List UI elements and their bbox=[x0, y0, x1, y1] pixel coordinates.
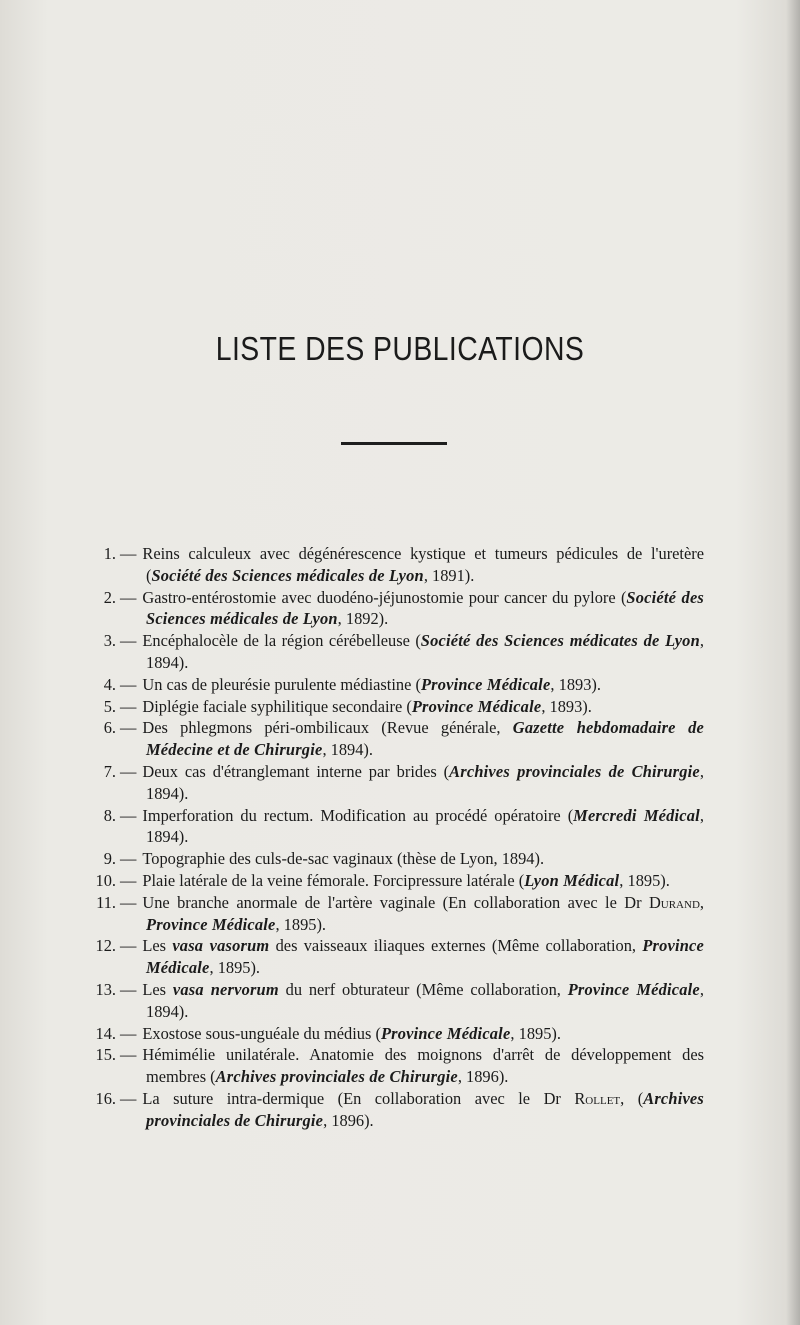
entry-text-part: des vaisseaux iliaques externes (Même collaboration, bbox=[269, 936, 643, 956]
entry-text-part: Imperforation du rectum. Modification au procédé opératoire ( bbox=[142, 805, 574, 825]
page-title: LISTE DES PUBLICATIONS bbox=[215, 330, 585, 367]
entry-journal-title: Société des Sciences médicales de Lyon bbox=[146, 587, 704, 629]
entry-number: 15. bbox=[95, 1045, 116, 1065]
entry-journal-title: Gazette hebdomadaire de Médecine et de Chirurgie bbox=[146, 718, 704, 760]
entry-journal-title: Mercredi Médical bbox=[573, 805, 700, 825]
entry-text bbox=[120, 717, 704, 761]
entry-text bbox=[120, 979, 704, 1023]
entry-text-part: Des phlegmons péri-ombilicaux (Revue générale, bbox=[142, 718, 513, 738]
publication-entry bbox=[84, 717, 704, 761]
entry-text bbox=[120, 892, 704, 936]
publication-entry bbox=[84, 805, 704, 849]
entry-text-part: , 1895). bbox=[209, 958, 261, 978]
entry-text-part: Hémimélie unilatérale. Anatomie des moignons d'arrêt de développement des membres ( bbox=[142, 1045, 704, 1087]
entry-dash: — bbox=[120, 696, 137, 716]
entry-text bbox=[120, 935, 704, 979]
entry-text bbox=[120, 805, 704, 849]
entry-journal-title: Archives provinciales de Chirurgie bbox=[449, 761, 700, 781]
entry-dash: — bbox=[120, 892, 137, 912]
entry-text-part: , 1893). bbox=[541, 696, 592, 716]
entry-journal-title: Province Médicale bbox=[420, 674, 551, 694]
entry-number: 6. bbox=[103, 718, 116, 738]
entry-dash: — bbox=[120, 805, 137, 825]
entry-text-part: La suture intra-dermique (En collaboration avec le Dr bbox=[142, 1088, 575, 1108]
entry-text-part: Plaie latérale de la veine fémorale. Forcipressure latérale ( bbox=[142, 870, 525, 890]
publication-entry bbox=[84, 1044, 704, 1088]
publication-entry bbox=[84, 979, 704, 1023]
entry-text-part: Une branche anormale de l'artère vaginale (En collaboration avec le Dr bbox=[142, 892, 649, 912]
entry-text-part: , 1895). bbox=[619, 870, 670, 890]
entry-journal-title: Archives provinciales de Chirurgie bbox=[215, 1067, 458, 1087]
publication-entry bbox=[84, 696, 704, 718]
publication-entry bbox=[84, 870, 704, 892]
entry-number: 3. bbox=[103, 631, 116, 651]
publication-entry bbox=[84, 892, 704, 936]
entry-text-part: Rollet bbox=[574, 1088, 621, 1108]
publication-entry bbox=[84, 761, 704, 805]
entry-text-part: , 1896). bbox=[457, 1067, 509, 1087]
publication-list bbox=[84, 543, 704, 1132]
entry-text-part: Exostose sous-unguéale du médius ( bbox=[142, 1023, 381, 1043]
entry-number: 1. bbox=[103, 544, 116, 563]
entry-journal-title: Province Médicale bbox=[567, 979, 700, 999]
entry-number: 5. bbox=[103, 696, 116, 716]
entry-text-part: Un cas de pleurésie purulente médiastine ( bbox=[142, 674, 421, 694]
publication-entry bbox=[84, 674, 704, 696]
entry-dash: — bbox=[120, 979, 137, 999]
entry-number: 8. bbox=[103, 805, 116, 825]
entry-dash: — bbox=[120, 674, 137, 694]
entry-text-part: Les bbox=[142, 979, 173, 999]
entry-text-part: , bbox=[699, 892, 704, 912]
entry-dash: — bbox=[120, 870, 137, 890]
entry-text-part: , 1896). bbox=[323, 1110, 374, 1130]
entry-text bbox=[120, 1044, 704, 1088]
entry-text bbox=[120, 674, 704, 696]
entry-text bbox=[120, 761, 704, 805]
entry-journal-title: Lyon Médical bbox=[524, 870, 620, 890]
entry-text-part: , 1894). bbox=[146, 761, 704, 803]
entry-text-part: Durand bbox=[648, 892, 700, 912]
entry-text-part: , 1895). bbox=[510, 1023, 561, 1043]
entry-dash: — bbox=[120, 1045, 137, 1065]
page-edge-shadow bbox=[786, 0, 800, 1325]
entry-dash: — bbox=[120, 761, 137, 781]
entry-journal-title: Province Médicale bbox=[411, 696, 542, 716]
entry-text bbox=[120, 1023, 704, 1045]
entry-journal-title: Société des Sciences médicates de Lyon bbox=[420, 631, 700, 651]
entry-journal-title: vasa nervorum bbox=[172, 979, 279, 999]
entry-text-part: , 1894). bbox=[146, 979, 704, 1021]
entry-number: 4. bbox=[103, 674, 116, 694]
entry-number: 13. bbox=[95, 979, 116, 999]
publication-entry bbox=[84, 630, 704, 674]
entry-text bbox=[120, 848, 704, 870]
entry-text-part: Les bbox=[142, 936, 173, 956]
entry-text-part: , 1895). bbox=[275, 914, 327, 934]
entry-text bbox=[120, 1088, 704, 1132]
entry-dash: — bbox=[120, 1088, 137, 1108]
entry-text-part: du nerf obturateur (Même collaboration, bbox=[278, 979, 568, 999]
entry-text bbox=[120, 870, 704, 892]
entry-text bbox=[120, 587, 704, 631]
title-rule bbox=[341, 442, 447, 445]
publication-entry bbox=[84, 935, 704, 979]
publication-entry bbox=[84, 1023, 704, 1045]
entry-text-part: Diplégie faciale syphilitique secondaire ( bbox=[142, 696, 412, 716]
publication-entry bbox=[84, 543, 704, 587]
entry-dash: — bbox=[120, 936, 137, 956]
entry-journal-title: Société des Sciences médicales de Lyon bbox=[151, 565, 424, 585]
entry-journal-title: vasa vasorum bbox=[172, 936, 270, 956]
entry-text-part: Reins calculeux avec dégénérescence kystique et tumeurs pédicules de l'uretère ( bbox=[142, 544, 704, 585]
entry-journal-title: Province Médicale bbox=[380, 1023, 511, 1043]
entry-dash: — bbox=[120, 587, 137, 607]
entry-dash: — bbox=[120, 849, 137, 869]
entry-text bbox=[120, 543, 704, 587]
entry-text-part: Topographie des culs-de-sac vaginaux (thèse de Lyon, 1894). bbox=[142, 849, 545, 869]
entry-text-part: Deux cas d'étranglemant interne par brides ( bbox=[142, 761, 450, 781]
entry-text-part: , 1892). bbox=[337, 609, 389, 629]
entry-dash: — bbox=[120, 631, 137, 651]
entry-text bbox=[120, 630, 704, 674]
entry-text-part: Encéphalocèle de la région cérébelleuse ( bbox=[142, 631, 421, 651]
entry-journal-title: Province Médicale bbox=[146, 914, 276, 934]
entry-number: 9. bbox=[103, 849, 116, 869]
entry-journal-title: Province Médicale bbox=[146, 936, 704, 978]
entry-journal-title: Archives provinciales de Chirurgie bbox=[146, 1088, 704, 1130]
entry-text-part: , 1894). bbox=[146, 805, 705, 847]
publication-entry bbox=[84, 1088, 704, 1132]
entry-number: 11. bbox=[96, 892, 116, 912]
entry-text-part: , 1894). bbox=[322, 740, 373, 760]
publication-entry bbox=[84, 848, 704, 870]
entry-dash: — bbox=[120, 1023, 137, 1043]
publication-entry bbox=[84, 587, 704, 631]
entry-number: 16. bbox=[95, 1088, 116, 1108]
entry-number: 7. bbox=[103, 761, 116, 781]
entry-text-part: , 1893). bbox=[550, 674, 601, 694]
entry-number: 10. bbox=[95, 870, 116, 890]
entry-dash: — bbox=[120, 544, 137, 563]
entry-dash: — bbox=[120, 718, 137, 738]
entry-text bbox=[120, 696, 704, 718]
entry-number: 12. bbox=[95, 936, 116, 956]
entry-number: 14. bbox=[95, 1023, 116, 1043]
entry-text-part: , ( bbox=[620, 1088, 644, 1108]
entry-text-part: , 1891). bbox=[423, 565, 475, 585]
entry-text-part: , 1894). bbox=[146, 631, 705, 672]
entry-number: 2. bbox=[103, 587, 116, 607]
entry-text-part: Gastro-entérostomie avec duodéno-jéjunostomie pour cancer du pylore ( bbox=[142, 587, 627, 607]
